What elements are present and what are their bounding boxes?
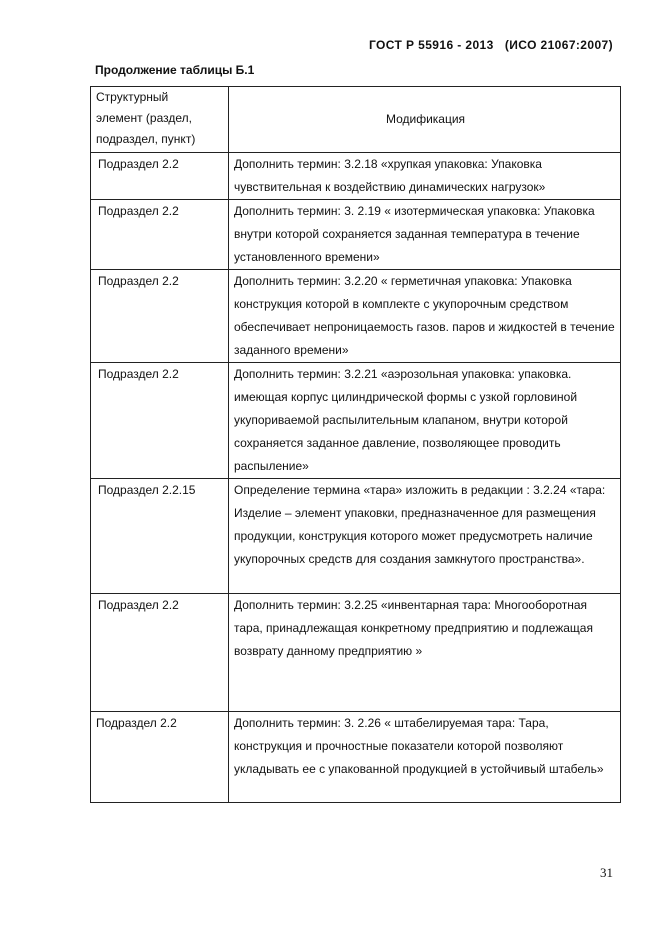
section-cell: Подраздел 2.2 <box>91 363 229 479</box>
section-cell: Подраздел 2.2 <box>91 270 229 363</box>
modification-cell: Дополнить термин: 3.2.25 «инвентарная тара: Многооборотная тара, принадлежащая конкретному предприятию и подлежащая возврату данному предприятию » <box>229 594 621 712</box>
table-row <box>91 479 621 594</box>
section-cell: Подраздел 2.2 <box>91 200 229 270</box>
document-header: ГОСТ Р 55916 - 2013 (ИСО 21067:2007) <box>369 38 613 52</box>
table-row <box>91 200 621 270</box>
column-header-modification: Модификация <box>229 87 621 153</box>
modification-cell: Дополнить термин: 3.2.20 « герметичная упаковка: Упаковка конструкция которой в комплекте с укупорочным средством обеспечивает непроницаемость газов. паров и жидкостей в течение заданного времени» <box>229 270 621 363</box>
table-row <box>91 153 621 200</box>
header-line: подраздел, пункт) <box>96 132 196 146</box>
table-caption: Продолжение таблицы Б.1 <box>95 63 255 77</box>
section-cell: Подраздел 2.2 <box>91 153 229 200</box>
column-header-structural-element <box>91 87 229 153</box>
modification-table <box>90 86 621 803</box>
section-cell: Подраздел 2.2 <box>91 712 229 803</box>
table-row <box>91 270 621 363</box>
section-cell: Подраздел 2.2.15 <box>91 479 229 594</box>
modification-cell: Дополнить термин: 3.2.21 «аэрозольная упаковка: упаковка. имеющая корпус цилиндрической формы с узкой горловиной укупориваемой распылительным клапаном, внутри которой сохраняется заданное давление, позволяющее проводить распыление» <box>229 363 621 479</box>
modification-cell: Дополнить термин: 3. 2.26 « штабелируемая тара: Тара, конструкция и прочностные показатели которой позволяют укладывать ее с упакованной продукцией в устойчивый штабель» <box>229 712 621 803</box>
table-row <box>91 363 621 479</box>
table-row <box>91 712 621 803</box>
table-header-row <box>91 87 621 153</box>
header-line: элемент (раздел, <box>96 111 192 125</box>
modification-cell: Дополнить термин: 3. 2.19 « изотермическая упаковка: Упаковка внутри которой сохраняется заданная температура в течение установленного времени» <box>229 200 621 270</box>
modification-cell: Определение термина «тара» изложить в редакции : 3.2.24 «тара: Изделие – элемент упаковки, предназначенное для размещения продукции, конструкция которого может предусмотреть наличие укупорочных средств для создания замкнутого пространства». <box>229 479 621 594</box>
section-cell: Подраздел 2.2 <box>91 594 229 712</box>
table-row <box>91 594 621 712</box>
page-number: 31 <box>600 865 613 880</box>
modification-cell: Дополнить термин: 3.2.18 «хрупкая упаковка: Упаковка чувствительная к воздействию динамических нагрузок» <box>229 153 621 200</box>
header-line: Структурный <box>96 90 169 104</box>
